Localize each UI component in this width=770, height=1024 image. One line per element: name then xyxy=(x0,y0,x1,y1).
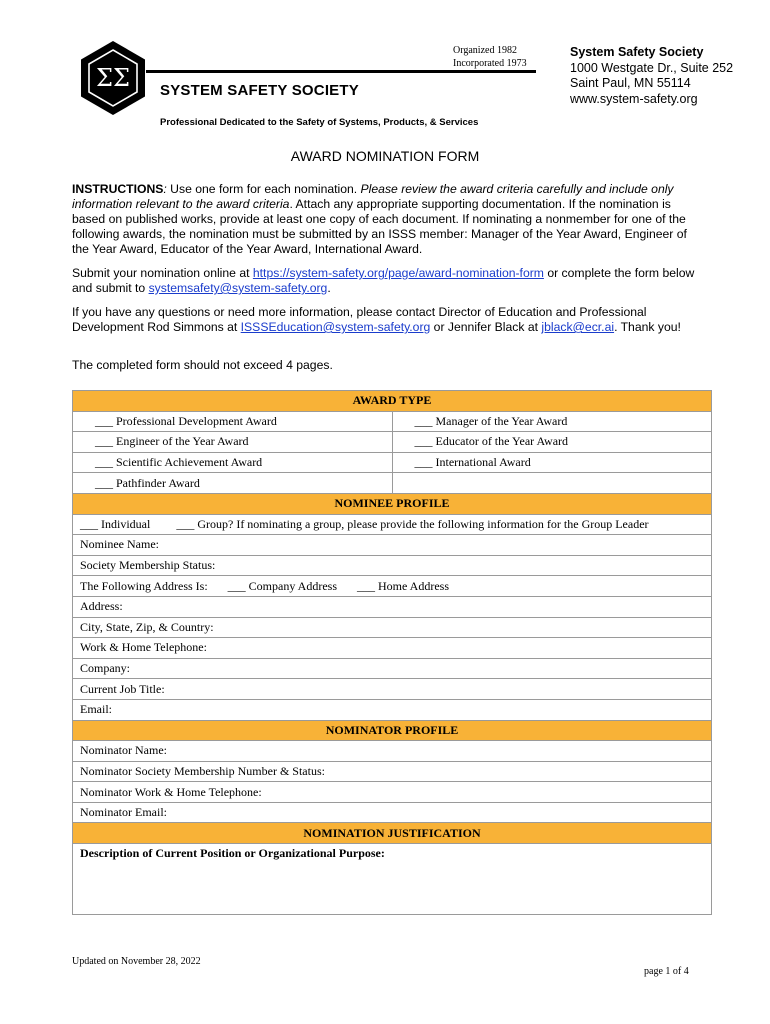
nominator-telephone-field[interactable]: Nominator Work & Home Telephone: xyxy=(73,782,712,803)
award-option-manager-of-year[interactable] xyxy=(392,411,712,432)
address-line1: 1000 Westgate Dr., Suite 252 xyxy=(570,60,734,75)
logo-sigma-text: ΣΣ xyxy=(96,64,130,92)
address-block xyxy=(570,45,733,107)
award-option-label: Pathfinder Award xyxy=(116,475,200,490)
contact-text-1: If you have any questions or need more information, please contact Director of Education and Professional Development Rod Simmons at xyxy=(72,305,647,334)
address-type-label: The Following Address Is: xyxy=(80,578,208,593)
award-option-label: Professional Development Award xyxy=(116,413,277,428)
award-blank: ___ xyxy=(95,475,113,490)
address-type-row[interactable] xyxy=(73,576,712,597)
award-option-engineer-of-year[interactable] xyxy=(73,432,393,453)
instructions-label: INSTRUCTIONS xyxy=(72,182,164,196)
submit-email-link[interactable]: systemsafety@system-safety.org xyxy=(148,281,328,295)
instructions-text-2: . Attach any appropriate supporting documentation. If the nomination is based on published works, provide at least one copy of each document. If nominating a nonmember for one of the following awards, the nomination must be submitted by an ISSS member: Manager of the Year Award, Engineer of the Year Award, Educator of the Year Award, International Award. xyxy=(72,197,687,256)
award-option-professional-development[interactable] xyxy=(73,411,393,432)
submit-text-2: or complete the form below and submit to xyxy=(72,266,695,295)
award-option-label: International Award xyxy=(435,455,531,470)
city-state-zip-field[interactable]: City, State, Zip, & Country: xyxy=(73,617,712,638)
award-option-label: Educator of the Year Award xyxy=(435,434,569,449)
address-line2: Saint Paul, MN 55114 xyxy=(570,76,691,90)
individual-option: Individual xyxy=(101,516,151,531)
page-number: page 1 of 4 xyxy=(644,966,689,977)
award-type-header: AWARD TYPE xyxy=(73,391,712,412)
telephone-field[interactable]: Work & Home Telephone: xyxy=(73,638,712,659)
instructions-text-1: Use one form for each nomination. xyxy=(166,182,361,196)
nominee-name-field[interactable]: Nominee Name: xyxy=(73,535,712,556)
nominator-email-field[interactable]: Nominator Email: xyxy=(73,802,712,823)
email-field[interactable]: Email: xyxy=(73,699,712,720)
nominee-profile-header: NOMINEE PROFILE xyxy=(73,493,712,514)
award-blank: ___ xyxy=(95,455,113,470)
address-web: www.system-safety.org xyxy=(570,91,698,106)
justification-header: NOMINATION JUSTIFICATION xyxy=(73,823,712,844)
updated-date: Updated on November 28, 2022 xyxy=(72,956,201,967)
company-address-option: Company Address xyxy=(248,578,338,593)
organized-info xyxy=(453,44,527,70)
education-email-link[interactable]: ISSSEducation@system-safety.org xyxy=(240,320,431,334)
company-field[interactable]: Company: xyxy=(73,658,712,679)
home-blank: ___ xyxy=(357,578,376,593)
organized-date: Organized 1982 xyxy=(453,45,517,56)
award-blank: ___ xyxy=(95,434,113,449)
society-logo xyxy=(80,40,146,116)
group-option: Group? If nominating a group, please provide the following information for the Group Leader xyxy=(197,516,649,531)
instructions-emphasis: Please review the award criteria carefully and include only information relevant to the award criteria xyxy=(72,182,674,211)
nomination-form-table xyxy=(72,390,712,915)
submit-paragraph xyxy=(72,266,704,296)
description-field[interactable]: Description of Current Position or Organizational Purpose: xyxy=(73,844,712,915)
award-option-international[interactable] xyxy=(392,452,712,473)
award-blank: ___ xyxy=(414,413,433,428)
empty-cell xyxy=(392,473,712,494)
contact-text-3: . Thank you! xyxy=(614,320,681,334)
nominator-profile-header: NOMINATOR PROFILE xyxy=(73,720,712,741)
individual-blank: ___ xyxy=(80,516,98,531)
address-name: System Safety Society xyxy=(570,45,704,59)
award-blank: ___ xyxy=(95,413,113,428)
incorporated-date: Incorporated 1973 xyxy=(453,58,527,69)
hexagon-logo-icon xyxy=(80,40,146,116)
tagline: Professional Dedicated to the Safety of Systems, Products, & Services xyxy=(160,117,479,128)
group-blank: ___ xyxy=(176,516,195,531)
nominator-name-field[interactable]: Nominator Name: xyxy=(73,741,712,762)
header-rule xyxy=(146,70,536,73)
nominator-membership-field[interactable]: Nominator Society Membership Number & Status: xyxy=(73,761,712,782)
form-title: AWARD NOMINATION FORM xyxy=(290,148,480,164)
award-option-label: Manager of the Year Award xyxy=(435,413,568,428)
job-title-field[interactable]: Current Job Title: xyxy=(73,679,712,700)
company-blank: ___ xyxy=(227,578,246,593)
award-option-label: Scientific Achievement Award xyxy=(116,455,263,470)
award-option-label: Engineer of the Year Award xyxy=(116,434,249,449)
award-option-scientific-achievement[interactable] xyxy=(73,452,393,473)
contact-paragraph xyxy=(72,305,704,335)
home-address-option: Home Address xyxy=(378,578,450,593)
page-limit-note: The completed form should not exceed 4 pages. xyxy=(72,358,333,372)
award-blank: ___ xyxy=(414,455,433,470)
membership-status-field[interactable]: Society Membership Status: xyxy=(73,555,712,576)
award-option-pathfinder[interactable] xyxy=(73,473,393,494)
award-blank: ___ xyxy=(414,434,433,449)
submit-text-1: Submit your nomination online at xyxy=(72,266,253,280)
nomination-form-link[interactable]: https://system-safety.org/page/award-nomination-form xyxy=(252,266,544,280)
contact-text-2: or Jennifer Black at xyxy=(430,320,542,334)
org-name: SYSTEM SAFETY SOCIETY xyxy=(160,82,359,99)
nominee-type-row[interactable] xyxy=(73,514,712,535)
award-option-educator-of-year[interactable] xyxy=(392,432,712,453)
submit-text-3: . xyxy=(327,281,331,295)
address-field[interactable]: Address: xyxy=(73,596,712,617)
jblack-email-link[interactable]: jblack@ecr.ai xyxy=(541,320,615,334)
instructions-colon: : xyxy=(163,182,167,196)
instructions-paragraph xyxy=(72,182,704,257)
